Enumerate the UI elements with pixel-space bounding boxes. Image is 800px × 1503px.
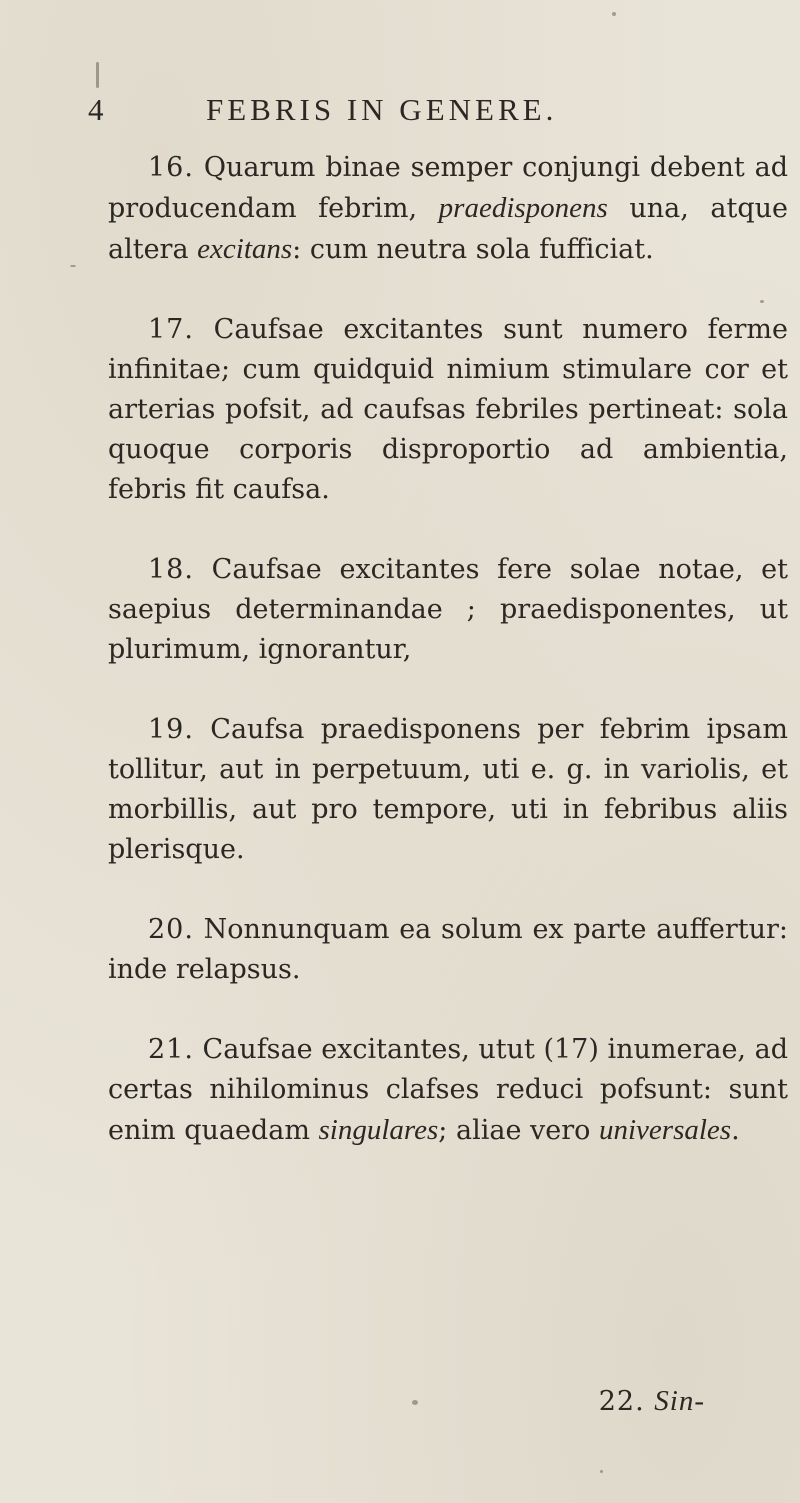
paper-speck xyxy=(70,265,76,267)
paper-speck xyxy=(600,1470,603,1473)
paragraph-text: Caufsa praedisponens per febrim ipsam tollitur, aut in perpetuum, uti e. g. in variolis, et morbillis, aut pro tempore, uti in febribus aliis plerisque. xyxy=(108,714,788,865)
paragraph-text: . xyxy=(731,1115,740,1146)
paragraph-number: 18. xyxy=(148,554,194,585)
running-title: FEBRIS IN GENERE. xyxy=(206,92,558,127)
paper-speck xyxy=(412,1400,418,1405)
paragraph-17 xyxy=(108,310,788,510)
running-head xyxy=(88,92,768,136)
paragraph-text: : cum neutra sola fufficiat. xyxy=(292,234,654,265)
italic-term: singulares xyxy=(318,1114,439,1146)
paragraph-text: Nonnunquam ea solum ex parte auffertur: inde relapsus. xyxy=(108,914,788,985)
body-text xyxy=(108,148,788,1191)
paragraph-text: ; aliae vero xyxy=(438,1115,599,1146)
paragraph-16 xyxy=(108,148,788,270)
paragraph-20 xyxy=(108,910,788,990)
paragraph-number: 20. xyxy=(148,914,194,945)
catchword-word: Sin- xyxy=(654,1385,705,1417)
paragraph-number: 16. xyxy=(148,152,194,183)
page-number: 4 xyxy=(88,92,107,127)
paragraph-18 xyxy=(108,550,788,670)
catchword-number: 22. xyxy=(598,1386,645,1417)
paragraph-19 xyxy=(108,710,788,870)
paragraph-number: 19. xyxy=(148,714,194,745)
italic-term: universales xyxy=(598,1114,732,1146)
paragraph-text: una, atque altera xyxy=(108,193,788,265)
paragraph-text: Caufsae excitantes fere solae notae, et saepius determinandae ; praedisponentes, ut plurimum, ignorantur, xyxy=(108,554,788,665)
paragraph-21 xyxy=(108,1030,788,1151)
paragraph-number: 21. xyxy=(148,1034,194,1065)
paper-speck xyxy=(760,300,764,303)
paragraph-text: Quarum binae semper conjungi debent ad producendam febrim, xyxy=(108,152,788,224)
paragraph-text: Caufsae excitantes, utut (17) inumerae, ad certas nihilominus clafses reduci pofsunt: sunt enim quaedam xyxy=(108,1034,788,1146)
paper-speck xyxy=(612,12,616,16)
italic-term: praedisponens xyxy=(438,192,608,224)
italic-term: excitans xyxy=(197,233,293,265)
paper-speck xyxy=(96,62,99,88)
paragraph-text: Caufsae excitantes sunt numero ferme infinitae; cum quidquid nimium stimulare cor et arterias pofsit, ad caufsas febriles pertineat: sola quoque corporis disproportio ad ambientia, febris fit caufsa. xyxy=(108,314,788,505)
catchword xyxy=(599,1385,705,1418)
paragraph-number: 17. xyxy=(148,314,194,345)
